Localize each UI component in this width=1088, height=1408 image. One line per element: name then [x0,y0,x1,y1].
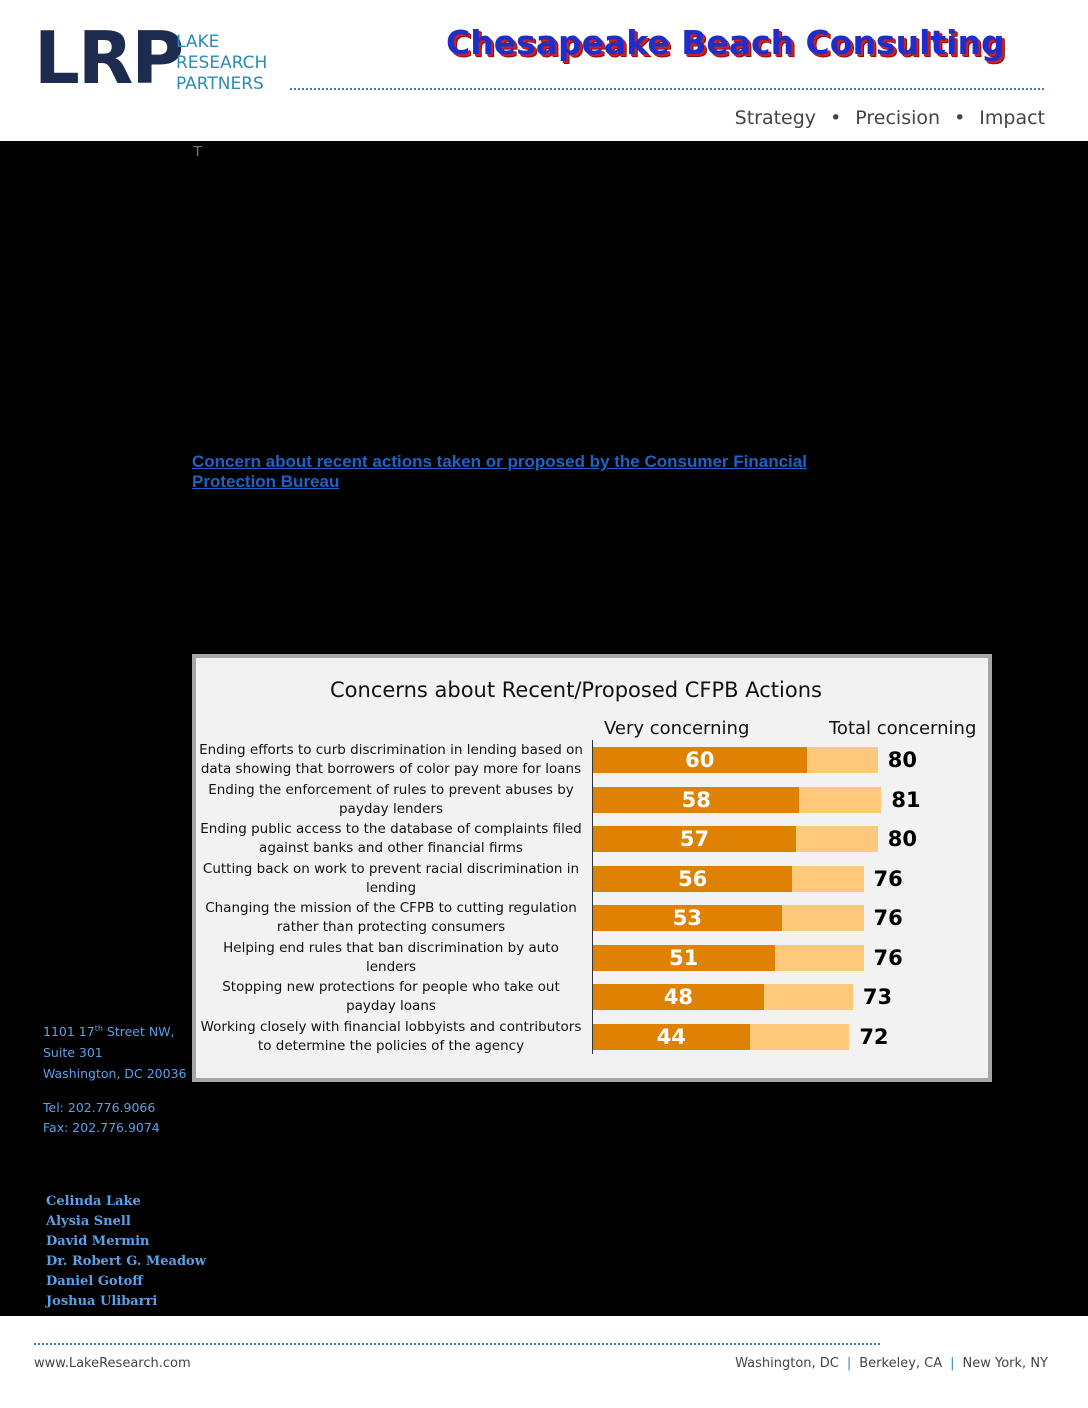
total-value-label: 81 [891,787,921,812]
total-value-label: 73 [862,985,893,1009]
logo-word: PARTNERS [176,74,264,94]
section-heading-link[interactable]: Concern about recent actions taken or proposed by the Consumer Financial Protection Bureau [192,452,807,491]
footer-website-link[interactable]: www.LakeResearch.com [34,1356,191,1371]
bar-total-concerning [775,945,864,971]
tagline-word: Strategy [734,107,817,129]
staff-list [46,1192,206,1312]
address-ordinal: th [94,1024,103,1033]
tagline-bullet: • [954,107,966,129]
total-value-label: 76 [873,906,903,930]
logo-word: RESEARCH [176,53,268,73]
telephone: Tel: 202.776.9066 [43,1100,156,1115]
letterhead [0,0,1088,141]
category-label: Changing the mission of the CFPB to cutting regulation rather than protecting consumers [205,900,577,935]
category-label: Ending public access to the database of complaints filed against banks and other financial firms [200,821,582,856]
stray-text: T [193,143,203,160]
legend-very-concerning: Very concerning [604,718,750,739]
page-footer [0,1316,1088,1408]
total-value-label: 76 [873,945,903,970]
address-line: Washington, DC 20036 [43,1066,187,1082]
office-city: Berkeley, CA [859,1356,943,1371]
tagline-word: Impact [979,107,1045,129]
staff-name: Celinda Lake [46,1194,141,1209]
total-value-label: 80 [887,827,918,851]
tagline-bullet: • [830,107,842,129]
staff-name: Daniel Gotoff [46,1274,143,1289]
office-city: New York, NY [962,1356,1048,1371]
bar-very-concerning: 53 [593,905,782,931]
bar-very-concerning: 51 [593,945,775,971]
address-street-name: Street NW, [102,1024,175,1040]
office-city: Washington, DC [735,1356,839,1371]
category-label: Cutting back on work to prevent racial discrimination in lending [202,860,580,896]
partner-logo-title: Chesapeake Beach Consulting [446,23,1005,62]
office-address [43,1018,187,1084]
bar-very-concerning: 60 [593,747,807,773]
header-divider [290,88,1044,90]
bar-total-concerning [796,826,878,852]
bar-very-concerning: 56 [593,866,792,892]
total-value-label: 72 [859,1024,889,1049]
total-value-label: 76 [873,866,903,891]
bar-total-concerning [750,1024,850,1050]
tagline-word: Precision [855,107,941,129]
address-street-number: 1101 17 [43,1024,95,1040]
bar-total-concerning [799,787,881,813]
office-contact [43,1098,160,1138]
address-line [43,1018,187,1042]
bar-very-concerning: 48 [593,984,764,1010]
total-value-label: 80 [887,748,918,772]
cfpb-concerns-chart [192,654,992,1082]
bar-very-concerning: 57 [593,826,796,852]
chart-title: Concerns about Recent/Proposed CFPB Actions [330,678,822,702]
legend-total-concerning: Total concerning [829,718,977,739]
footer-offices [735,1356,1048,1371]
bar-very-concerning: 44 [593,1024,750,1050]
bar-total-concerning [782,905,864,931]
city-separator: | [846,1356,852,1371]
footer-divider [34,1343,880,1345]
bar-total-concerning [792,866,863,892]
category-label: Ending efforts to curb discrimination in lending based on data showing that borrowers of color pay more for loans [199,742,583,777]
bar-very-concerning: 58 [593,787,799,813]
tagline [735,107,1045,129]
staff-name: Alysia Snell [46,1214,131,1229]
staff-name: Joshua Ulibarri [46,1294,158,1309]
category-label: Helping end rules that ban discrimination by auto lenders [223,939,559,975]
bar-total-concerning [807,747,878,773]
category-label: Stopping new protections for people who take out payday loans [222,979,560,1014]
category-label: Ending the enforcement of rules to prevent abuses by payday lenders [208,781,574,817]
fax: Fax: 202.776.9074 [43,1120,160,1135]
staff-name: David Mermin [46,1234,150,1249]
category-label: Working closely with financial lobbyists and contributors to determine the policies of the agency [200,1018,582,1054]
lrp-logo-mark: LRP [34,16,183,100]
logo-word: LAKE [176,32,220,52]
staff-name: Dr. Robert G. Meadow [46,1254,206,1269]
city-separator: | [950,1356,955,1371]
bar-total-concerning [764,984,853,1010]
address-line: Suite 301 [43,1045,103,1061]
lrp-logo-words [176,32,267,95]
